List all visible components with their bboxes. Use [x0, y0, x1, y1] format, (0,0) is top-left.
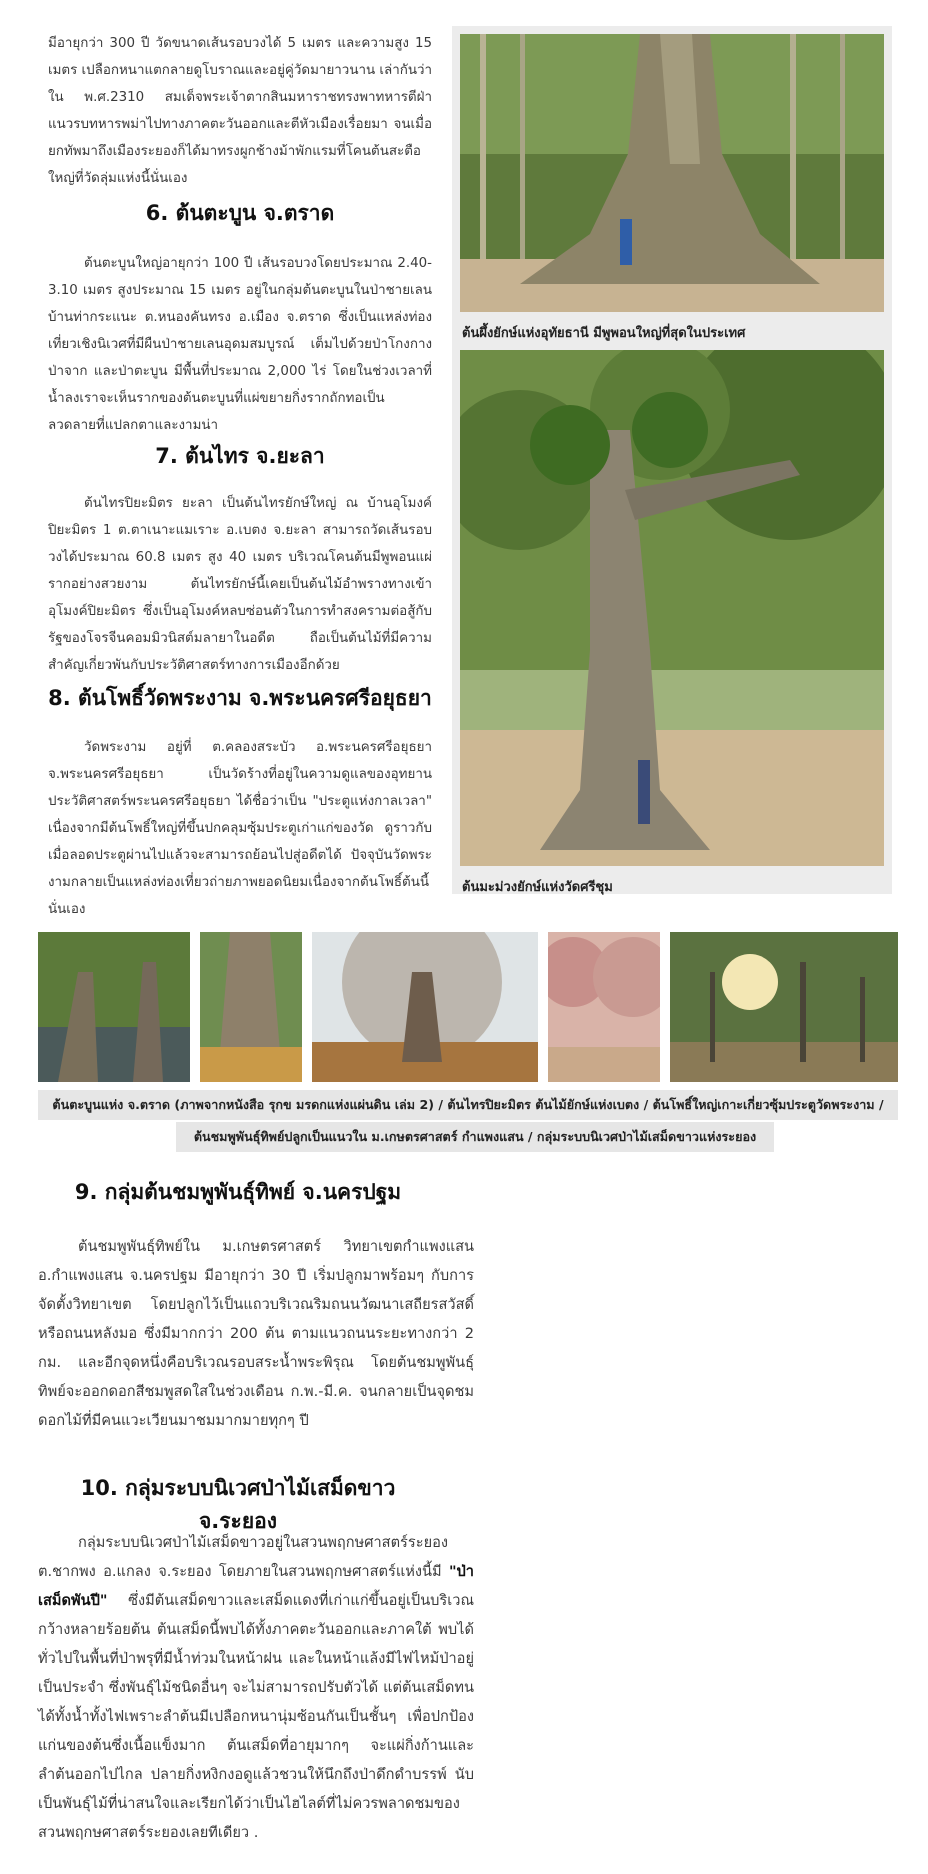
photo-giant-tree-uthai — [460, 34, 884, 312]
section-6-heading: 6. ต้นตะบูน จ.ตราด — [145, 201, 335, 225]
section-9-heading: 9. กลุ่มต้นชมพูพันธุ์ทิพย์ จ.นครปฐม — [74, 1180, 402, 1204]
section-6-text: ต้นตะบูนใหญ่อายุกว่า 100 ปี เส้นรอบวงโดยประมาณ 2.40-3.10 เมตร สูงประมาณ 15 เมตร อยู่ในกลุ่มต้นตะบูนในป่าชายเลนบ้านท่ากระแนะ ต.หนองคันทรง อ.เมือง จ.ตราด ซึ่งเป็นแหล่งท่องเที่ยวเชิงนิเวศที่มีผืนป่าชายเลนอุดมสมบูรณ์ เต็มไปด้วยป่าโกงกาง ป่าจาก และป่าตะบูน มีพื้นที่ประมาณ 2,000 ไร่ โดยในช่วงเวลาที่น้ำลงเราจะเห็นรากของต้นตะบูนที่แผ่ขยายกิ่งรากถักทอเป็นลวดลายที่แปลกตาและงามน่า — [48, 256, 432, 433]
photo2-caption: ต้นมะม่วงยักษ์แห่งวัดศรีชุม — [462, 880, 613, 895]
strip-caption-line2: ต้นชมพูพันธุ์ทิพย์ปลูกเป็นแนวใน ม.เกษตรศาสตร์ กำแพงแสน / กลุ่มระบบนิเวศป่าไม้เสม็ดขาวแห่งระยอง — [193, 1129, 757, 1144]
strip-photo-pink-trumpet — [548, 932, 660, 1082]
strip-photo-melaleuca-rayong — [670, 932, 898, 1082]
section-7-text: ต้นไทรปิยะมิตร ยะลา เป็นต้นไทรยักษ์ใหญ่ ณ บ้านอุโมงค์ปิยะมิตร 1 ต.ตาเนาะแมเราะ อ.เบตง จ.ยะลา สามารถวัดเส้นรอบวงได้ประมาณ 60.8 เมตร สูง 40 เมตร บริเวณโคนต้นมีพูพอนแผ่รากอย่างสวยงาม ต้นไทรยักษ์นี้เคยเป็นต้นไม้อำพรางทางเข้าอุโมงค์ปิยะมิตร ซึ่งเป็นอุโมงค์หลบซ่อนตัวในการทำสงครามต่อสู้กับรัฐของโจรจีนคอมมิวนิสต์มลายาในอดีต ถือเป็นต้นไม้ที่มีความสำคัญเกี่ยวพันกับประวัติศาสตร์ทางการเมืองอีกด้วย — [48, 496, 432, 673]
section-10-text — [38, 1528, 474, 1847]
strip-photo-bodhi-ayutthaya — [312, 932, 538, 1082]
strip-caption-line1: ต้นตะบูนแห่ง จ.ตราด (ภาพจากหนังสือ รุกข มรดกแห่งแผ่นดิน เล่ม 2) / ต้นไทรปิยะมิตร ต้นไม้ยักษ์แห่งเบตง / ต้นโพธิ์ใหญ่เกาะเกี่ยวซุ้มประตูวัดพระงาม / — [52, 1097, 884, 1112]
intro-paragraph: มีอายุกว่า 300 ปี วัดขนาดเส้นรอบวงได้ 5 เมตร และความสูง 15 เมตร เปลือกหนาแตกลายดูโบราณและอยู่คู่วัดมายาวนาน เล่ากันว่าใน พ.ศ.2310 สมเด็จพระเจ้าตากสินมหาราชทรงพาทหารตีฝ่าแนวรบทหารพม่าไปทางภาคตะวันออกและตีหัวเมืองเรื่อยมา จนเมื่อยกทัพมาถึงเมืองระยองก็ได้มาทรงผูกช้างม้าพักแรมที่โคนต้นสะตือใหญ่ที่วัดลุ่มแห่งนี้นั่นเอง — [48, 36, 433, 186]
section-8-text: วัดพระงาม อยู่ที่ ต.คลองสระบัว อ.พระนครศรีอยุธยา จ.พระนครศรีอยุธยา เป็นวัดร้างที่อยู่ในความดูแลของอุทยานประวัติศาสตร์พระนครศรีอยุธยา ได้ชื่อว่าเป็น "ประตูแห่งกาลเวลา" เนื่องจากมีต้นโพธิ์ใหญ่ที่ขึ้นปกคลุมซุ้มประตูเก่าแก่ของวัด ดูราวกับเมื่อลอดประตูผ่านไปแล้วจะสามารถย้อนไปสู่อดีตได้ ปัจจุบันวัดพระงามกลายเป็นแหล่งท่องเที่ยวถ่ายภาพยอดนิยมเนื่องจากต้นโพธิ์ต้นนี้นั่นเอง — [48, 740, 432, 917]
section-7-heading: 7. ต้นไทร จ.ยะลา — [155, 444, 325, 468]
section-8-heading: 8. ต้นโพธิ์วัดพระงาม จ.พระนครศรีอยุธยา — [48, 686, 432, 710]
section-10-heading: 10. กลุ่มระบบนิเวศป่าไม้เสม็ดขาว จ.ระยอง — [80, 1476, 396, 1533]
section-9-text: ต้นชมพูพันธุ์ทิพย์ใน ม.เกษตรศาสตร์ วิทยาเขตกำแพงแสน อ.กำแพงแสน จ.นครปฐม มีอายุกว่า 30 ปี เริ่มปลูกมาพร้อมๆ กับการจัดตั้งวิทยาเขต โดยปลูกไว้เป็นแถวบริเวณริมถนนวัฒนาเสถียรสวัสดิ์ หรือถนนหลังมอ ซึ่งมีมากกว่า 200 ต้น ตามแนวถนนระยะทางกว่า 2 กม. และอีกจุดหนึ่งคือบริเวณรอบสระน้ำพระพิรุณ โดยต้นชมพูพันธุ์ทิพย์จะออกดอกสีชมพูสดใสในช่วงเดือน ก.พ.-มี.ค. จนกลายเป็นจุดชมดอกไม้ที่มีคนแวะเวียนมาชมมากมายทุกๆ ปี — [38, 1238, 474, 1429]
section-10-text-start: กลุ่มระบบนิเวศป่าไม้เสม็ดขาวอยู่ในสวนพฤกษศาสตร์ระยอง ต.ชากพง อ.แกลง จ.ระยอง โดยภายในสวนพฤกษศาสตร์แห่งนี้มี — [38, 1534, 449, 1580]
strip-photo-banyan-yala — [200, 932, 302, 1082]
strip-photo-tabun-trat — [38, 932, 190, 1082]
section-10-bold-phrase: "ป่าเสม็ดพันปี" — [38, 1563, 474, 1609]
photo1-caption: ต้นผึ้งยักษ์แห่งอุทัยธานี มีพูพอนใหญ่ที่สุดในประเทศ — [462, 326, 746, 341]
photo-giant-mango-tree — [460, 350, 884, 866]
section-10-text-end: ซึ่งมีต้นเสม็ดขาวและเสม็ดแดงที่เก่าแก่ขึ้นอยู่เป็นบริเวณกว้างหลายร้อยต้น ต้นเสม็ดนี้พบได้ทั้งภาคตะวันออกและภาคใต้ พบได้ทั่วไปในพื้นที่ป่าพรุที่มีน้ำท่วมในหน้าฝน และในหน้าแล้งมีไฟไหม้ป่าอยู่เป็นประจำ ซึ่งพันธุ์ไม้ชนิดอื่นๆ จะไม่สามารถปรับตัวได้ แต่ต้นเสม็ดทนได้ทั้งน้ำทั้งไฟเพราะลำต้นมีเปลือกหนานุ่มซ้อนกันเป็นชั้นๆ เพื่อปกป้องแก่นของต้นซึ่งเนื้อแข็งมาก ต้นเสม็ดที่อายุมากๆ จะแผ่กิ่งก้านและลำต้นออกไปไกล ปลายกิ่งหงิกงอดูแล้วชวนให้นึกถึงป่าดึกดำบรรพ์ นับเป็นพันธุ์ไม้ที่น่าสนใจและเรียกได้ว่าเป็นไฮไลต์ที่ไม่ควรพลาดชมของสวนพฤกษศาสตร์ระยองเลยทีเดียว . — [38, 1592, 474, 1841]
